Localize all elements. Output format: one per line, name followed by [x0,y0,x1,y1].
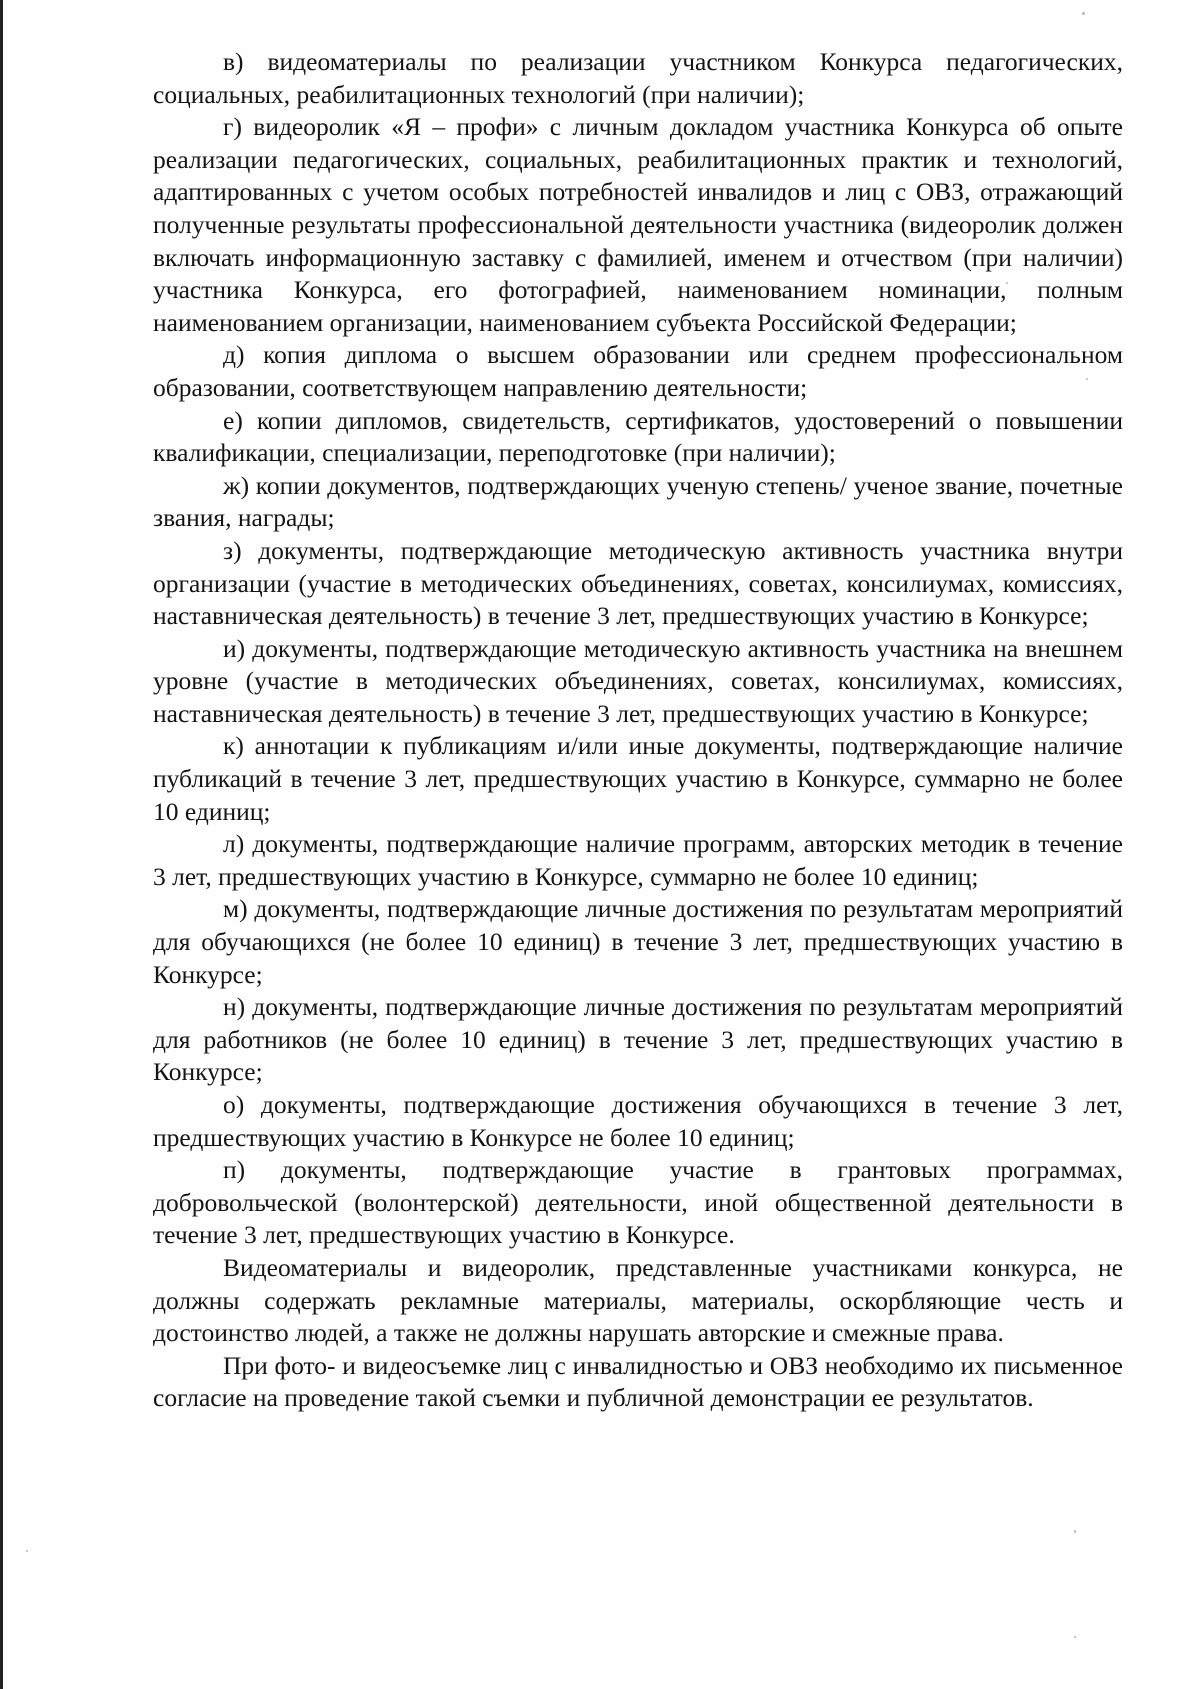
scan-speck [1082,12,1085,15]
paragraph-m: м) документы, подтверждающие личные достижения по результатам мероприятий для обучающихся (не более 10 единиц) в течение 3 лет, предшествующих участию в Конкурсе; [153,894,1123,989]
paragraph-p: п) документы, подтверждающие участие в грантовых программах, добровольческой (волонтерской) деятельности, иной общественной деятельности в течение 3 лет, предшествующих участию в Конкурсе. [153,1155,1123,1250]
paragraph-z: з) документы, подтверждающие методическую активность участника внутри организации (участие в методических объединениях, советах, консилиумах, комиссиях, наставническая деятельность) в течение 3 лет, предшествующих участию в Конкурсе; [153,535,1123,631]
paragraph-consent: При фото- и видеосъемке лиц с инвалидностью и ОВЗ необходимо их письменное согласие на проведение такой съемки и публичной демонстрации ее результатов. [153,1350,1123,1413]
document-body [153,46,1123,1415]
paragraph-n: н) документы, подтверждающие личные достижения по результатам мероприятий для работников (не более 10 единиц) в течение 3 лет, предшествующих участию в Конкурсе; [153,992,1123,1087]
paragraph-v: в) видеоматериалы по реализации участником Конкурса педагогических, социальных, реабилитационных технологий (при наличии); [153,47,1123,109]
paragraph-video-requirements: Видеоматериалы и видеоролик, представленные участниками конкурса, не должны содержать рекламные материалы, материалы, оскорбляющие честь и достоинство людей, а также не должны нарушать авторские и смежные права. [153,1252,1123,1348]
paragraph-d: д) копия диплома о высшем образовании или среднем профессиональном образовании, соответствующем направлению деятельности; [153,340,1123,402]
paragraph-e: е) копии дипломов, свидетельств, сертификатов, удостоверений о повышении квалификации, специализации, переподготовке (при наличии); [153,405,1123,468]
paragraph-l: л) документы, подтверждающие наличие программ, авторских методик в течение 3 лет, предшествующих участию в Конкурсе, суммарно не более 10 единиц; [153,829,1123,891]
scan-speck [1074,1530,1076,1533]
paragraph-o: о) документы, подтверждающие достижения обучающихся в течение 3 лет, предшествующих участию в Конкурсе не более 10 единиц; [153,1090,1123,1152]
paragraph-i: и) документы, подтверждающие методическую активность участника на внешнем уровне (участие в методических объединениях, советах, консилиумах, комиссиях, наставническая деятельность) в течение 3 лет, предшествующих участию в Конкурсе; [153,633,1123,728]
scan-speck [26,1550,28,1552]
paragraph-zh: ж) копии документов, подтверждающих ученую степень/ ученое звание, почетные звания, награды; [153,470,1123,533]
scan-speck [1074,1636,1076,1638]
scan-left-edge [0,0,3,1689]
paragraph-g: г) видеоролик «Я – профи» с личным докладом участника Конкурса об опыте реализации педагогических, социальных, реабилитационных практик и технологий, адаптированных с учетом особых потребностей инвалидов и лиц с ОВЗ, отражающий полученные результаты профессиональной деятельности участника (видеоролик должен включать информационную заставку с фамилией, именем и отчеством (при наличии) участника Конкурса, его фотографией, наименованием номинации, полным наименованием организации, наименованием субъекта Российской Федерации; [153,112,1123,337]
paragraph-k: к) аннотации к публикациям и/или иные документы, подтверждающие наличие публикаций в течение 3 лет, предшествующих участию в Конкурсе, суммарно не более 10 единиц; [153,731,1123,826]
